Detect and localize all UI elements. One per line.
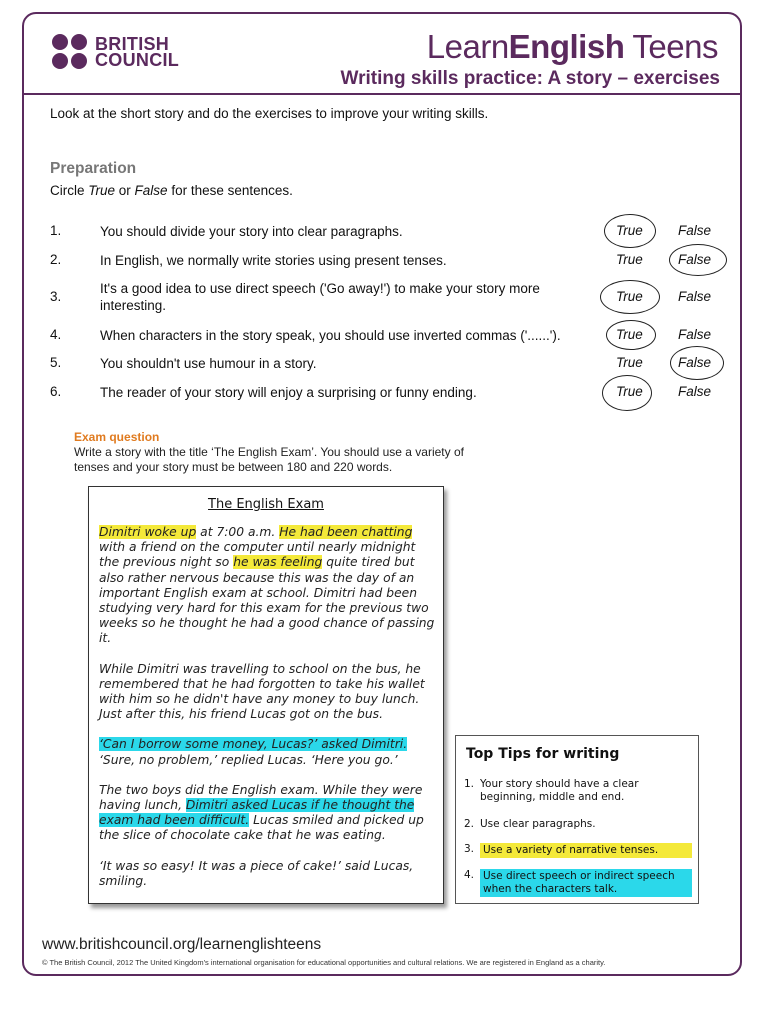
false-option[interactable]: False <box>678 223 712 238</box>
story-paragraph: ‘It was so easy! It was a piece of cake!’ said Lucas, smiling. <box>99 858 414 888</box>
answer-circle <box>602 375 652 411</box>
brand-teens: Teens <box>624 28 718 65</box>
top-tips-box: Top Tips for writing 1. Your story should have a clear beginning, middle and end. 2. Use clear paragraphs. 3. Use a variety of narrative tenses. 4. Use direct speech or indirect speech when the characters talk. <box>455 735 699 904</box>
story-box <box>88 486 444 904</box>
false-option[interactable]: False <box>678 289 712 304</box>
answer-circle <box>669 244 727 276</box>
answer-circle <box>600 280 660 314</box>
brand-learn: Learn <box>426 28 509 65</box>
true-option[interactable]: True <box>616 289 643 304</box>
answer-circle <box>604 214 656 248</box>
preparation-instruction: Circle True or False for these sentences. <box>50 183 293 198</box>
true-option[interactable]: True <box>616 223 643 238</box>
preparation-heading: Preparation <box>50 160 137 177</box>
question-text: You shouldn't use humour in a story. <box>100 356 317 371</box>
story-body <box>99 525 435 904</box>
question-text: You should divide your story into clear paragraphs. <box>100 224 403 239</box>
story-title: The English Exam <box>208 497 324 512</box>
page-subtitle: Writing skills practice: A story – exercises <box>340 68 720 89</box>
false-option[interactable]: False <box>678 355 712 370</box>
story-paragraph: While Dimitri was travelling to school on the bus, he remembered that he had forgotten to take his wallet with him so he didn't have any money to buy lunch. Just after this, his friend Lucas got on the bus. <box>99 661 425 722</box>
false-option[interactable]: False <box>678 384 712 399</box>
question-text: In English, we normally write stories using present tenses. <box>100 253 447 268</box>
logo-dots-icon <box>52 34 87 69</box>
true-option[interactable]: True <box>616 355 643 370</box>
false-option[interactable]: False <box>678 252 712 267</box>
answer-circle <box>606 320 656 350</box>
question-text: It's a good idea to use direct speech ('Go away!') to make your story more interesting. <box>100 281 540 313</box>
true-option[interactable]: True <box>616 327 643 342</box>
story-paragraph: ‘Can I borrow some money, Lucas?’ asked Dimitri. ‘Sure, no problem,’ replied Lucas. ‘Here you go.’ <box>99 737 408 767</box>
story-paragraph: The two boys did the English exam. While they were having lunch, Dimitri asked Lucas if he thought the exam had been difficult. Lucas smiled and picked up the slice of chocolate cake that he was eating. <box>99 782 424 843</box>
logo-line1: BRITISH <box>95 33 170 54</box>
footer-url[interactable]: www.britishcouncil.org/learnenglishteens <box>42 936 322 953</box>
logo-line2: COUNCIL <box>95 49 180 70</box>
question-text: When characters in the story speak, you should use inverted commas ('......'). <box>100 328 561 343</box>
false-option[interactable]: False <box>678 327 712 342</box>
header-divider <box>24 93 742 95</box>
true-option[interactable]: True <box>616 384 643 399</box>
british-council-logo <box>52 34 179 69</box>
answer-circle <box>670 346 724 380</box>
footer-copyright: © The British Council, 2012 The United Kingdom's international organisation for educational opportunities and cultural relations. We are registered in England as a charity. <box>42 958 606 967</box>
brand-title <box>427 28 718 66</box>
story-paragraph: Dimitri woke up at 7:00 a.m. He had been chatting with a friend on the computer until nearly midnight the previous night so he was feeling quite tired but also rather nervous because this was the day of an important English exam at school. Dimitri had been studying very hard for this exam for the previous two weeks so he thought he had a good chance of passing it. <box>99 525 435 646</box>
true-option[interactable]: True <box>616 252 643 267</box>
tips-title: Top Tips for writing <box>466 746 620 762</box>
exam-question-label: Exam question <box>74 430 160 444</box>
brand-english: English <box>508 28 625 65</box>
exam-question-text: Write a story with the title ‘The English Exam’. You should use a variety of tenses and your story must be between 180 and 220 words. <box>74 445 464 474</box>
intro-text: Look at the short story and do the exercises to improve your writing skills. <box>50 106 489 121</box>
question-text: The reader of your story will enjoy a surprising or funny ending. <box>100 385 477 400</box>
